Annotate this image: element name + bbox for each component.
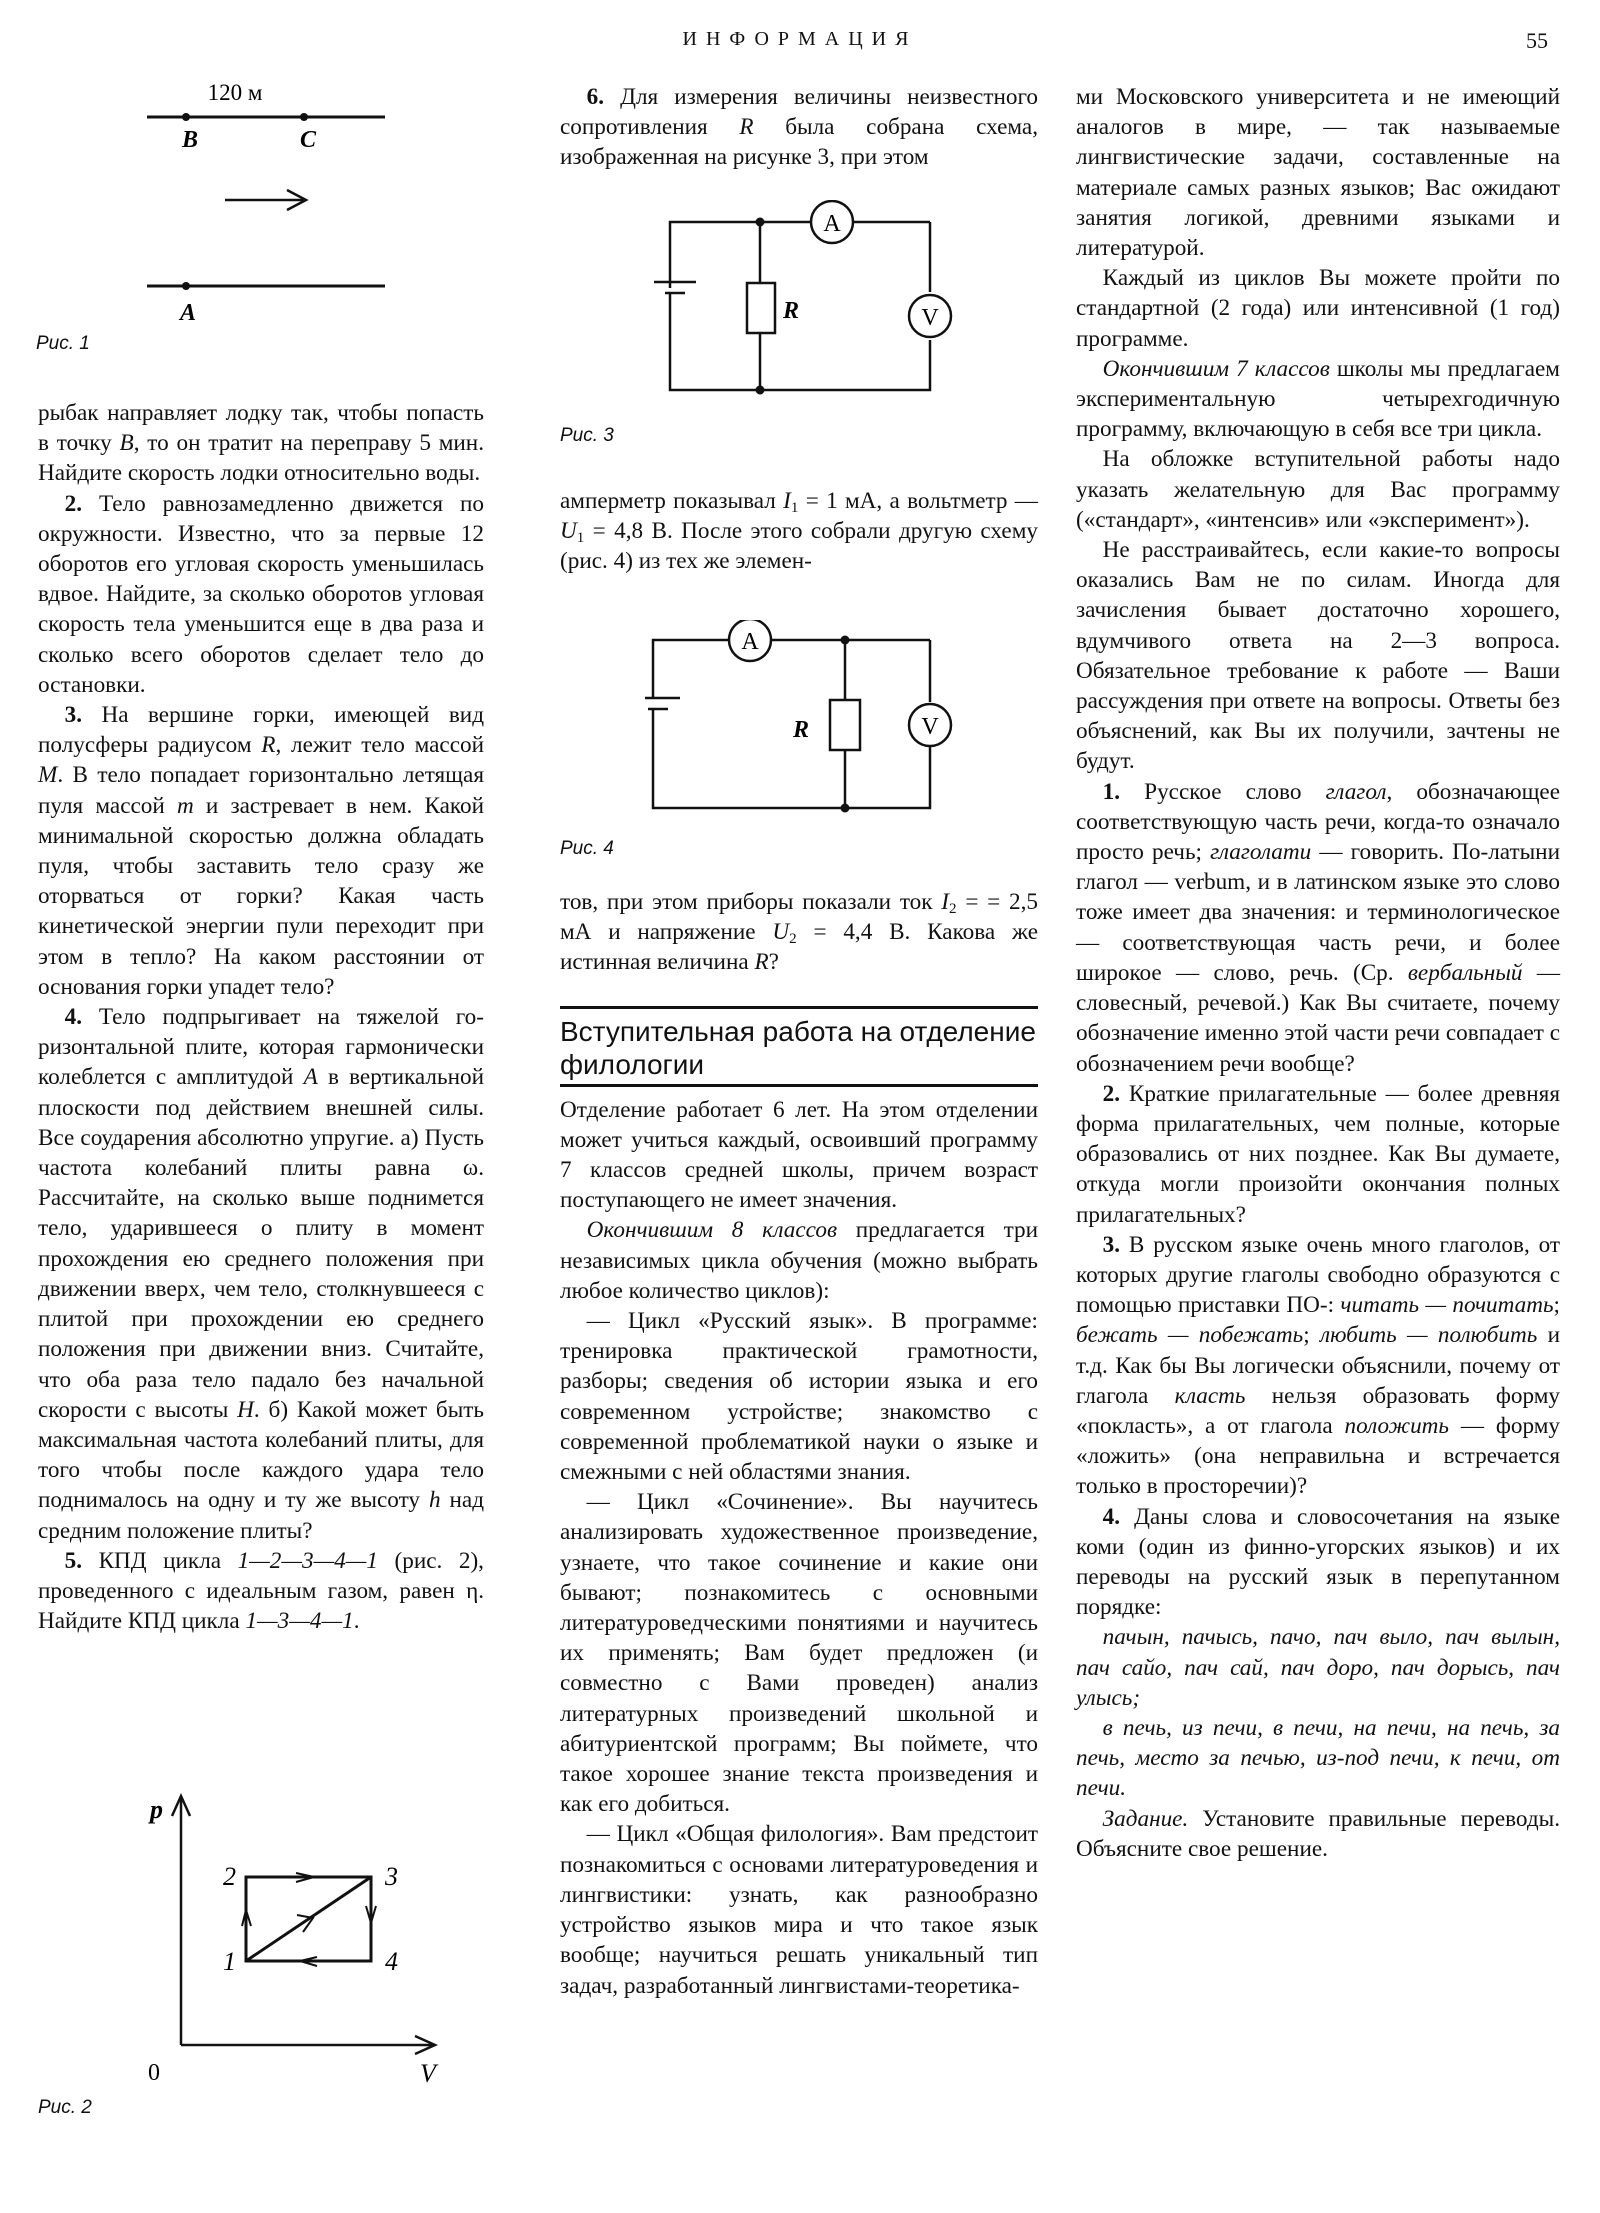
voltmeter-label: V [921, 305, 939, 331]
figure-1 [0, 60, 480, 370]
program-duration: Каждый из циклов Вы можете пройти по стандартной (2 года) или интенсивной (1 год) программе. [1076, 265, 1560, 352]
river-diagram [0, 60, 480, 360]
vertex-1-label: 1 [223, 1947, 236, 1976]
axis-p-label: p [150, 1795, 163, 1824]
column-2-mid [560, 486, 1038, 577]
figure-2-caption: Рис. 2 [38, 2097, 92, 2118]
problem-6-part-1: 6. Для измерения величины неизвестного сопротивления R была собрана схема, изображенная на рисунке 3, при этом [560, 84, 1038, 171]
cover-instructions: На обложке вступительной работы надо указать желательную для Вас программу («стандарт», «интенсив» или «эксперимент»). [1076, 446, 1560, 533]
current-arrow-icon [225, 190, 306, 210]
problem-1-continuation: рыбак направляет лодку так, чтобы попасть в точку B, то он тратит на переправу 5 мин. Найдите скорость лодки относительно воды. [38, 400, 484, 487]
resistor-label: R [783, 298, 800, 324]
department-intro: Отделение работает 6 лет. На этом отделении может учиться каждый, освоивший программу 7 классов средней школы, причем возраст поступающего не имеет значения. [560, 1096, 1038, 1214]
vertex-3-label: 3 [385, 1862, 398, 1891]
column-2-top [560, 82, 1038, 173]
ammeter-label: A [741, 629, 759, 655]
ammeter-label: A [823, 211, 841, 237]
task-1: 1. Русское слово глагол, обозначающее соответствующую часть речи, когда-то означало просто речь; глаголати — говорить. По-латыни глагол — verbum, и в латинском языке это слово тоже имеет два значения: и терминологическое — соответствующая часть речи, и более широкое — слово, речь. (Ср. вербальный — словесный, речевой.) Как Вы считаете, почему обозначение именно этой части речи совпадает с обозначением речи вообще? [1076, 778, 1561, 1077]
grade-7-offer: Окончившим 7 классов школы мы предлагаем экспериментальную четырехгодичную программу, включающую в себя все три цикла. [1076, 355, 1560, 443]
pv-cycle-diagram [120, 1790, 460, 2090]
figure-4-caption: Рис. 4 [560, 838, 614, 859]
problem-6-part-2: амперметр показывал $I_1 = 1$ мА, а вольтметр — $U_1 = 4,8$ В. После этого собрали другую схему (рис. 4) из тех же элемен- [560, 488, 1038, 575]
komi-word-list: пачын, пачысь, пачо, пач выло, пач вылын, пач сайо, пач сай, пач доро, пач дорысь, пач улысь; [1076, 1624, 1560, 1711]
figure-4 [645, 620, 1005, 820]
figure-3-caption: Рис. 3 [560, 425, 614, 446]
resistor-label: R [793, 717, 810, 743]
circuit-diagram-3 [645, 200, 1005, 410]
point-a-label: A [179, 300, 197, 326]
problem-6-part-3: тов, при этом приборы показали ток $I_2$ = = 2,5 мА и напряжение $U_2 = 4,4$ В. Какова же истинная величина R? [560, 889, 1038, 976]
section-heading: Вступительная работа на отделение филологии [560, 1006, 1038, 1087]
cycle-russian-language: — Цикл «Русский язык». В программе: тренировка практической грамотности, разборы; сведения об истории языка и его современном устройстве; знакомство с современной проблематикой науки о языке и смежными с ней областями знания. [560, 1308, 1038, 1486]
distance-label: 120 м [207, 80, 263, 105]
vertex-2-label: 2 [223, 1862, 236, 1891]
figure-2 [120, 1790, 460, 2090]
encouragement-note: Не расстраивайтесь, если какие-то вопросы оказались Вам не по силам. Иногда для зачисления бывает достаточно хорошего, вдумчивого ответа на 2—3 вопроса. Обязательное требование к работе — Ваши рассуждения при ответе на вопросы. Ответы без объяснений, как Вы их получили, зачтены не будут. [1076, 537, 1560, 775]
column-3 [1076, 82, 1560, 1864]
axis-v-label: V [420, 2059, 436, 2088]
task-assignment: Задание. Установите правильные переводы. Объясните свое решение. [1076, 1805, 1560, 1862]
running-header: ИНФОРМАЦИЯ [682, 28, 918, 50]
problem-5: 5. КПД цикла 1—2—3—4—1 (рис. 2), проведенного с идеальным газом, равен η. Найдите КПД цикла 1—3—4—1. [38, 1547, 484, 1635]
voltmeter-label: V [921, 714, 939, 740]
problem-3: 3. На вершине горки, имеющей вид полусферы радиусом R, лежит тело массой M. В тело попадает горизонтально летящая пуля массой m и застревает в нем. Какой минимальной скоростью должна обладать пуля, чтобы заставить тело сразу же оторваться от горки? Какая часть кинетической энергии пули переходит при этом в тепло? На каком расстоянии от основания горки упадет тело? [38, 702, 484, 1000]
circuit-diagram-4 [645, 620, 1005, 820]
point-b-label: B [181, 127, 199, 153]
figure-3 [645, 200, 1005, 410]
cycle-essay: — Цикл «Сочинение». Вы научитесь анализировать художественное произведение, узнаете, что такое сочинение и какие они бывают; познакомитесь с основными литературоведческими понятиями и научитесь их применять; Вам будет предложен (и совместно с Вами проведен) анализ литературных произведений школьной и абитуриентской программ; Вы поймете, что такое хорошее знание текста произведения и как его добиться. [560, 1489, 1038, 1818]
russian-translation-list: в печь, из печи, в печи, на печи, на печь, за печь, место за печью, из-под печи, к печи, от печи. [1076, 1714, 1560, 1802]
cycle-general-philology: — Цикл «Общая филология». Вам предстоит познакомиться с основами литературоведения и лингвистики: узнать, как разнообразно устройство языков мира и что такое язык вообще; научиться решать уникальный тип задач, разработанный лингвистами-теоретика- [560, 1821, 1038, 1999]
grade-8-offer: Окончившим 8 классов предлагается три независимых цикла обучения (можно выбрать любое количество циклов): [560, 1217, 1038, 1304]
point-c-label: C [299, 127, 317, 153]
problem-2: 2. Тело равнозамедленно движется по окружности. Известно, что за первые 12 оборотов его угловая скорость уменьшилась вдвое. Найдите, за сколько оборотов угловая скорость тела уменьшится еще в два раза и сколько всего оборотов сделает тело до остановки. [38, 490, 484, 698]
origin-label: 0 [148, 2060, 160, 2086]
vertex-4-label: 4 [385, 1947, 398, 1976]
task-2: 2. Краткие прилагательные — более древняя форма прилагательных, чем полные, которые образовались от них позднее. Как Вы думаете, откуда могли произойти окончания полных прилагательных? [1076, 1080, 1560, 1228]
figure-1-caption: Рис. 1 [36, 333, 90, 354]
task-3: 3. В русском языке очень много глаголов, от которых другие глаголы свободно образуются с помощью приставки ПО-: читать — почитать; бежать — побежать; любить — полюбить и т.д. Как бы Вы логически объяснили, почему от глагола класть нельзя образовать форму «покласть», а от глагола положить — форму «ложить» (она неправильна и встречается только в просторечии)? [1076, 1231, 1560, 1500]
philology-continuation: ми Московского университета и не имеющий аналогов в мире, — так называемые лингвистические задачи, составленные на материале самых разных языков; Вас ожидают занятия логикой, древними языками и литературой. [1076, 84, 1560, 262]
column-2-bottom [560, 887, 1038, 2001]
column-1 [38, 398, 484, 1636]
problem-4: 4. Тело подпрыгивает на тяжелой горизонтальной плите, которая гармонически колеблется с амплитудой A в вертикальной плоскости под действием внешней силы. Все соударения абсолютно упругие. а) Пусть частота колебаний плиты равна ω. Рассчитайте, на сколько выше поднимется тело, ударившееся о плиту в момент прохождения ею среднего положения при движении вверх, чем тело, столкнувшееся с плитой при прохождении ею среднего положения при движении вниз. Считайте, что оба раза тело падало без начальной скорости с высоты H. б) Какой может быть максимальная частота колебаний плиты, для того чтобы после каждого удара тело поднималось на одну и ту же высоту h над средним положение плиты? [38, 1004, 484, 1544]
task-4: 4. Даны слова и словосочетания на языке коми (один из финно-угорских языков) и их переводы на русский язык в перепутанном порядке: [1076, 1503, 1560, 1621]
page-number: 55 [1526, 28, 1548, 53]
